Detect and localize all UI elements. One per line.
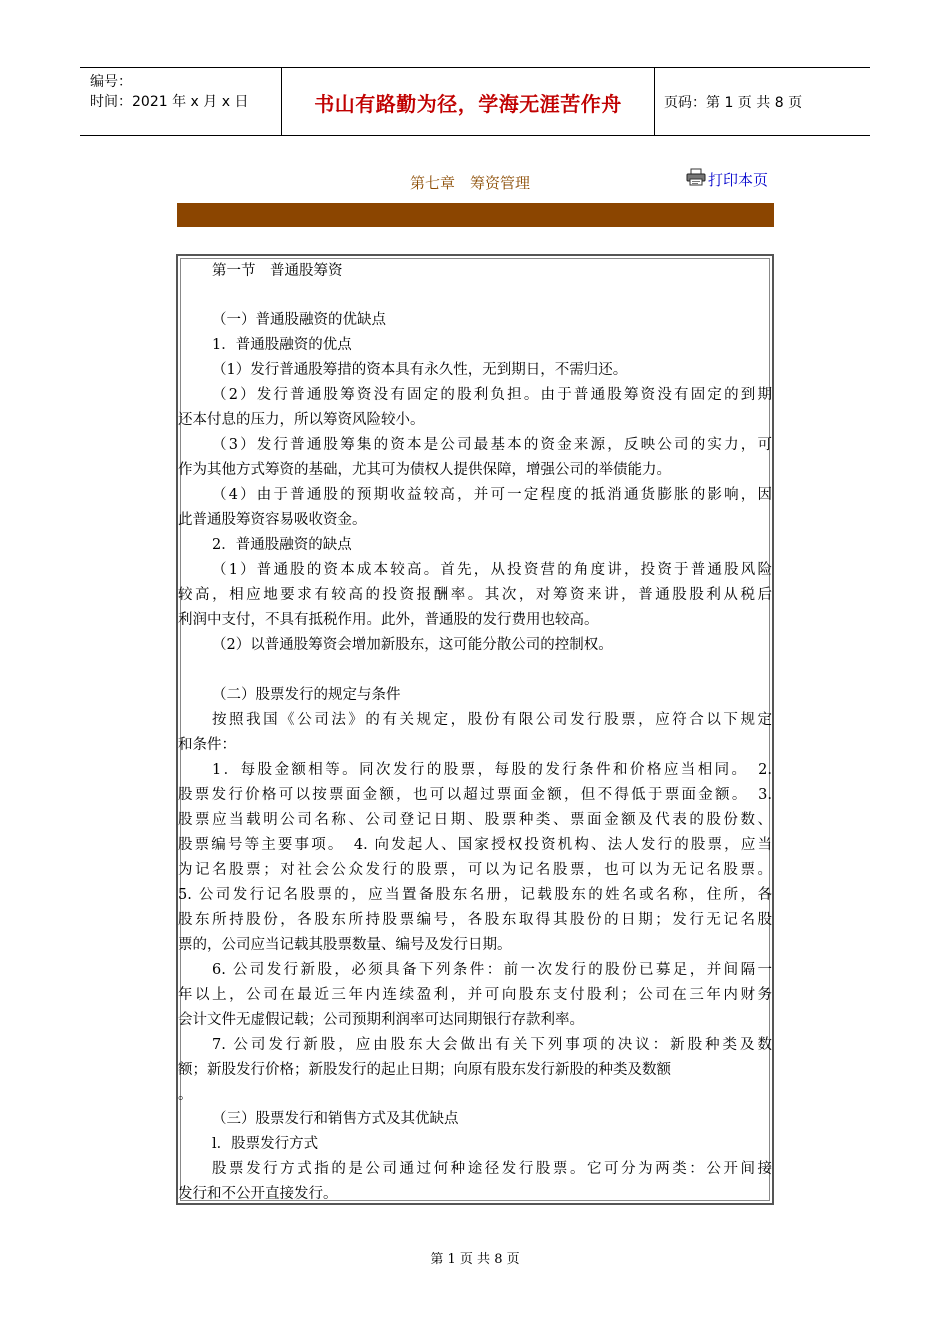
time-label: 时间：2021 年 x 月 x 日 bbox=[90, 94, 249, 110]
body-text-line: 1．普通股融资的优点 bbox=[212, 337, 352, 353]
body-text-line: （二）股票发行的规定与条件 bbox=[212, 687, 401, 703]
header-motto: 书山有路勤为径，学海无涯苦作舟 bbox=[314, 91, 622, 116]
body-text-line: （1）普通股的资本成本较高。首先，从投资营的角度讲，投资于普通股风险 bbox=[212, 562, 772, 578]
body-text-line: 和条件： bbox=[178, 737, 236, 753]
chapter-title: 第七章 筹资管理 bbox=[410, 174, 531, 192]
document-header bbox=[80, 67, 870, 136]
body-text-line: 较高，相应地要求有较高的投资报酬率。其次，对筹资来讲，普通股股利从税后 bbox=[178, 587, 772, 603]
body-text-line: 会计文件无虚假记载；公司预期利润率可达同期银行存款利率。 bbox=[178, 1012, 584, 1028]
body-text-line: 按照我国《公司法》的有关规定，股份有限公司发行股票，应符合以下规定 bbox=[212, 712, 772, 728]
body-text-line: 发行和不公开直接发行。 bbox=[178, 1186, 338, 1202]
body-text-line: 票的，公司应当记载其股票数量、编号及发行日期。 bbox=[178, 937, 512, 953]
body-text-line: 股票发行方式指的是公司通过何种途径发行股票。它可分为两类：公开间接 bbox=[212, 1161, 772, 1177]
body-text-line: 额；新股发行价格；新股发行的起止日期；向原有股东发行新股的种类及数额 bbox=[178, 1062, 671, 1078]
body-text-line: 6. 公司发行新股，必须具备下列条件：前一次发行的股份已募足，并间隔一 bbox=[212, 962, 772, 978]
chapter-banner-bar bbox=[177, 203, 774, 227]
body-text-line: 为记名股票；对社会公众发行的股票，可以为记名股票，也可以为无记名股票。 bbox=[178, 862, 772, 878]
body-text-line: （2）以普通股筹资会增加新股东，这可能分散公司的控制权。 bbox=[212, 637, 613, 653]
body-text-line: 作为其他方式筹资的基础，尤其可为债权人提供保障，增强公司的举债能力。 bbox=[178, 462, 671, 478]
body-text-line: 年以上，公司在最近三年内连续盈利，并可向股东支付股利；公司在三年内财务 bbox=[178, 987, 772, 1003]
body-text-line: 利润中支付，不具有抵税作用。此外，普通股的发行费用也较高。 bbox=[178, 612, 599, 628]
print-page-label: 打印本页 bbox=[708, 170, 769, 189]
body-text-line: 股票发行价格可以按票面金额，也可以超过票面金额，但不得低于票面金额。 3. bbox=[178, 787, 772, 803]
body-text-line: 7. 公司发行新股，应由股东大会做出有关下列事项的决议：新股种类及数 bbox=[212, 1037, 772, 1053]
serial-label: 编号： bbox=[90, 74, 132, 90]
body-text-line: （三）股票发行和销售方式及其优缺点 bbox=[212, 1111, 459, 1127]
page-footer: 第 1 页 共 8 页 bbox=[430, 1252, 520, 1267]
body-text-line: 股票编号等主要事项。 4. 向发起人、国家授权投资机构、法人发行的股票，应当 bbox=[178, 837, 772, 853]
header-meta bbox=[90, 72, 248, 112]
printer-icon bbox=[686, 168, 708, 190]
body-text-line: 第一节 普通股筹资 bbox=[212, 263, 343, 279]
print-page-link[interactable] bbox=[686, 168, 768, 190]
body-text-line: （2）发行普通股筹资没有固定的股利负担。由于普通股筹资没有固定的到期 bbox=[212, 387, 772, 403]
body-text-line: 还本付息的压力，所以筹资风险较小。 bbox=[178, 412, 425, 428]
body-text-line: （1）发行普通股筹措的资本具有永久性，无到期日，不需归还。 bbox=[212, 362, 628, 378]
body-text-line: 1．每股金额相等。同次发行的股票，每股的发行条件和价格应当相同。 2. bbox=[212, 762, 772, 778]
body-text-line: （一）普通股融资的优缺点 bbox=[212, 312, 386, 328]
header-page-label: 页码：第 1 页 共 8 页 bbox=[664, 95, 803, 111]
body-text-line: 股票应当载明公司名称、公司登记日期、股票种类、票面金额及代表的股份数、 bbox=[178, 812, 772, 828]
body-text-line: 2．普通股融资的缺点 bbox=[212, 537, 352, 553]
body-text-line: 。 bbox=[178, 1087, 193, 1103]
body-text-line: l．股票发行方式 bbox=[212, 1136, 319, 1152]
body-text-line: 股东所持股份，各股东所持股票编号，各股东取得其股份的日期；发行无记名股 bbox=[178, 912, 772, 928]
body-text-line: 5. 公司发行记名股票的，应当置备股东名册，记载股东的姓名或名称，住所，各 bbox=[178, 887, 772, 903]
body-text-line: （3）发行普通股筹集的资本是公司最基本的资金来源，反映公司的实力，可 bbox=[212, 437, 772, 453]
header-divider bbox=[654, 68, 655, 136]
body-text-line: 此普通股筹资容易吸收资金。 bbox=[178, 512, 367, 528]
body-text-line: （4）由于普通股的预期收益较高，并可一定程度的抵消通货膨胀的影响，因 bbox=[212, 487, 772, 503]
